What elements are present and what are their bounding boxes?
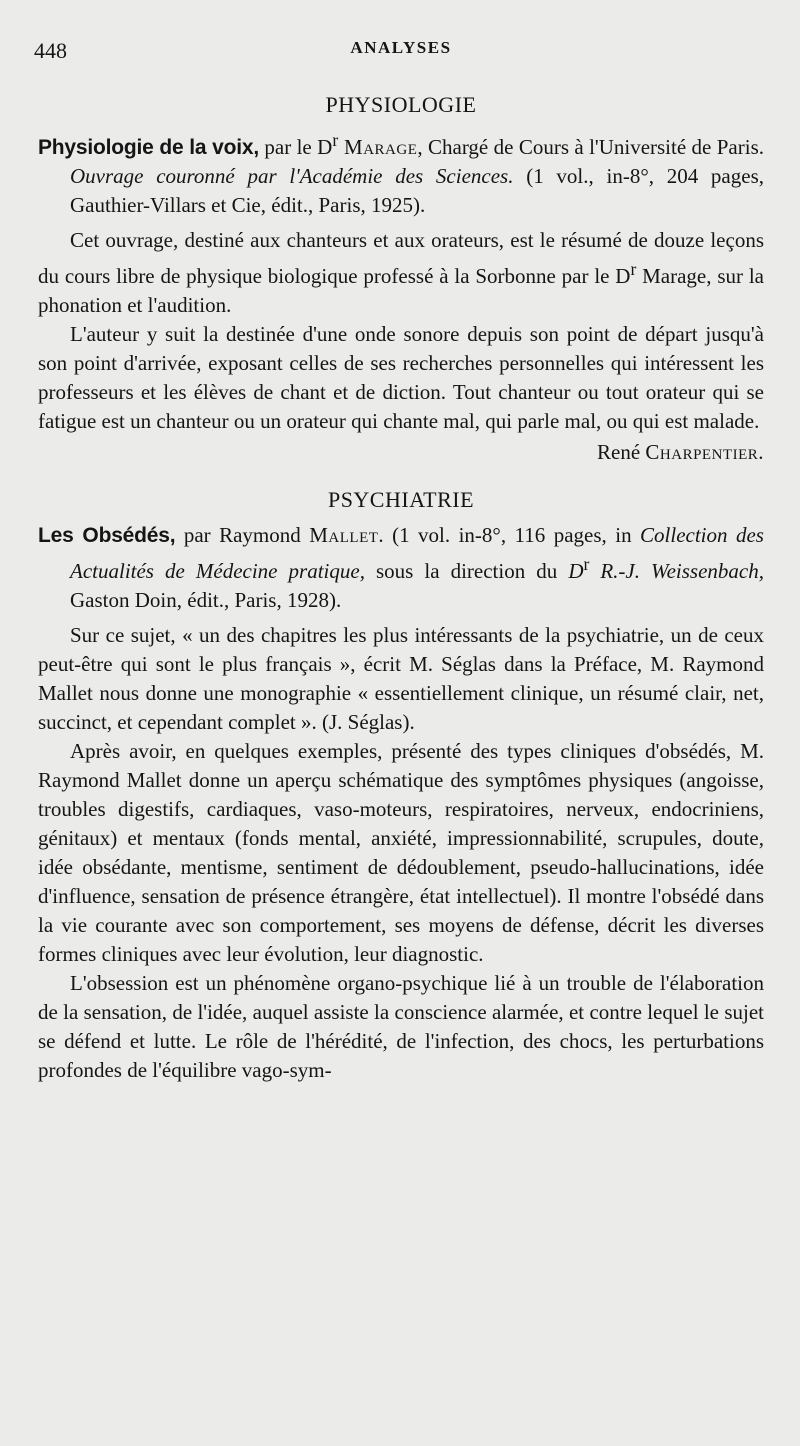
- book-author: Mallet: [309, 523, 379, 547]
- reviewer-signature: René Charpentier.: [597, 440, 764, 464]
- book-reference-physiologie: Physiologie de la voix, par le $D^r$ Marage, Chargé de Cours à l'Université de Paris. Ouvrage couronné par l'Académie des Sciences. (1 vol., in-8°, 204 pages, Gauthier-Villars et Cie, édit., Paris, 1925).: [38, 130, 764, 217]
- section-heading-physiologie: PHYSIOLOGIE: [325, 92, 477, 117]
- paragraph: L'obsession est un phénomène organo-psychique lié à un trouble de l'élaboration de la sensation, de l'idée, auquel assiste la conscience alarmée, et contre lequel le sujet se défend et lutte. Le rôle de l'hérédité, de l'infection, des chocs, les perturbations profondes de l'équilibre vago-sym-: [38, 971, 764, 1082]
- book-title: Physiologie de la voix,: [38, 136, 260, 159]
- paragraph: L'auteur y suit la destinée d'une onde sonore depuis son point de départ jusqu'à son point d'arrivée, exposant celles de ses recherches personnelles qui intéressent les professeurs et les élèves de chant et de diction. Tout chanteur ou tout orateur qui se fatigue est un chanteur ou un orateur qui chante mal, qui parle mal, ou qui est malade.: [38, 322, 764, 433]
- paragraph: Cet ouvrage, destiné aux chanteurs et aux orateurs, est le résumé de douze leçons du cours libre de physique biologique professé à la Sorbonne par le $D^r$ Marage, sur la phonation et l'audition.: [38, 228, 764, 317]
- section-physiologie: [38, 92, 764, 467]
- page-number: 448: [34, 38, 67, 63]
- section-psychiatrie: [38, 487, 764, 1085]
- paragraph: Après avoir, en quelques exemples, présenté des types cliniques d'obsédés, M. Raymond Mallet donne un aperçu schématique des symptômes physiques (angoisse, troubles digestifs, cardiaques, vaso-moteurs, respiratoires, nerveux, endocriniens, génitaux) et mentaux (fonds mental, anxiété, impressionnabilité, scrupules, doute, idée obsédante, mentisme, sentiment de dédoublement, pseudo-hallucinations, idée d'influence, sensation de présence étrangère, état intellectuel). Il montre l'obsédé dans la vie courante avec son comportement, ses moyens de défense, décrit les diverses formes cliniques avec leur évolution, leur diagnostic.: [38, 739, 764, 966]
- section-heading-psychiatrie: PSYCHIATRIE: [327, 487, 475, 512]
- paragraph: Sur ce sujet, « un des chapitres les plus intéressants de la psychiatrie, un de ceux peut-être qui sont le plus français », écrit M. Séglas dans la Préface, M. Raymond Mallet nous donne une monographie « essentiellement clinique, un résumé clair, net, succinct, et cependant complet ». (J. Séglas).: [38, 623, 764, 734]
- book-title: Les Obsédés,: [38, 524, 176, 547]
- book-reference-psychiatrie: Les Obsédés, par Raymond Mallet. (1 vol. in-8°, 116 pages, in Collection des Actualités de Médecine pratique, sous la direction du $D^r$ R.-J. Weissenbach, Gaston Doin, édit., Paris, 1928).: [38, 523, 764, 612]
- running-head: [34, 30, 764, 74]
- book-author: Marage: [338, 135, 418, 159]
- running-title: ANALYSES: [350, 38, 452, 57]
